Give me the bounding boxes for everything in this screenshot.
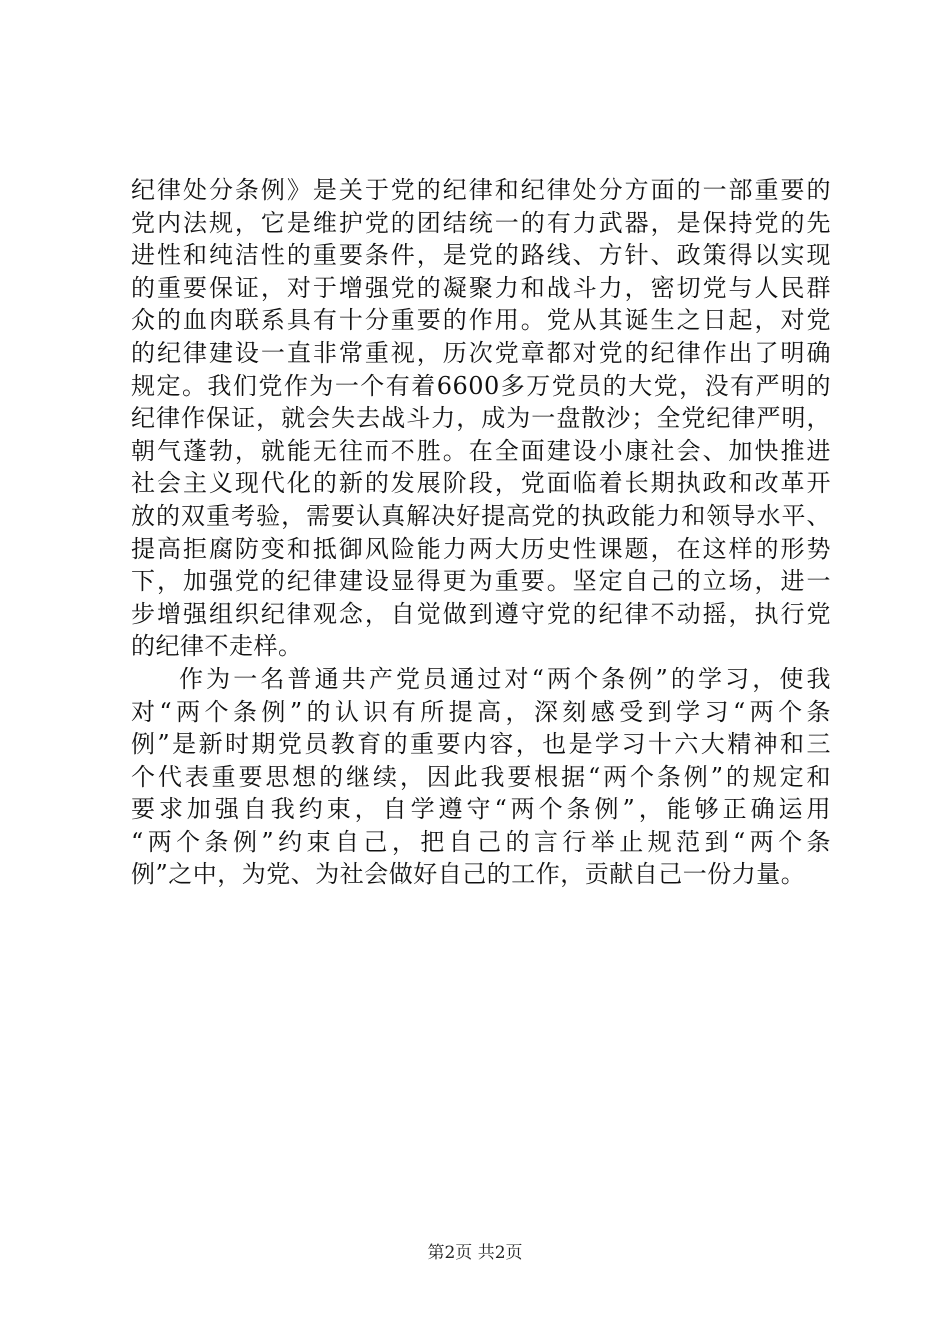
text-line: 党内法规，它是维护党的团结统一的有力武器，是保持党的先: [131, 208, 831, 237]
paragraph-2: [131, 663, 831, 891]
text-line: 规定。我们党作为一个有着6600多万党员的大党，没有严明的: [131, 371, 831, 400]
text-line: 例”是新时期党员教育的重要内容，也是学习十六大精神和三: [131, 730, 831, 759]
text-line: 社会主义现代化的新的发展阶段，党面临着长期执政和改革开: [131, 469, 831, 498]
text-line: 的纪律不走样。: [131, 632, 303, 661]
text-line: 的重要保证，对于增强党的凝聚力和战斗力，密切党与人民群: [131, 273, 831, 302]
text-line: 众的血肉联系具有十分重要的作用。党从其诞生之日起，对党: [131, 306, 831, 335]
text-line: 纪律作保证，就会失去战斗力，成为一盘散沙；全党纪律严明，: [131, 404, 831, 433]
text-line: 进性和纯洁性的重要条件，是党的路线、方针、政策得以实现: [131, 241, 831, 270]
body-text: [131, 174, 831, 891]
text-line: 步增强组织纪律观念，自觉做到遵守党的纪律不动摇，执行党: [131, 599, 831, 628]
text-line: 朝气蓬勃，就能无往而不胜。在全面建设小康社会、加快推进: [131, 436, 831, 465]
text-line: 个代表重要思想的继续，因此我要根据“两个条例”的规定和: [131, 762, 831, 791]
text-line: 作为一名普通共产党员通过对“两个条例”的学习，使我: [179, 664, 831, 693]
text-line: 提高拒腐防变和抵御风险能力两大历史性课题，在这样的形势: [131, 534, 831, 563]
paragraph-1: [131, 174, 831, 663]
text-line: 要求加强自我约束，自学遵守“两个条例”，能够正确运用: [131, 795, 831, 824]
text-line: 例”之中，为党、为社会做好自己的工作，贡献自己一份力量。: [131, 860, 806, 889]
text-line: 对“两个条例”的认识有所提高，深刻感受到学习“两个条: [131, 697, 831, 726]
text-line: 下，加强党的纪律建设显得更为重要。坚定自己的立场，进一: [131, 567, 831, 596]
text-line: 的纪律建设一直非常重视，历次党章都对党的纪律作出了明确: [131, 338, 831, 367]
text-line: 放的双重考验，需要认真解决好提高党的执政能力和领导水平、: [131, 501, 831, 530]
text-line: “两个条例”约束自己，把自己的言行举止规范到“两个条: [131, 827, 831, 856]
text-line: 纪律处分条例》是关于党的纪律和纪律处分方面的一部重要的: [131, 176, 831, 204]
page-number-footer: 第2页 共2页: [427, 1243, 523, 1263]
